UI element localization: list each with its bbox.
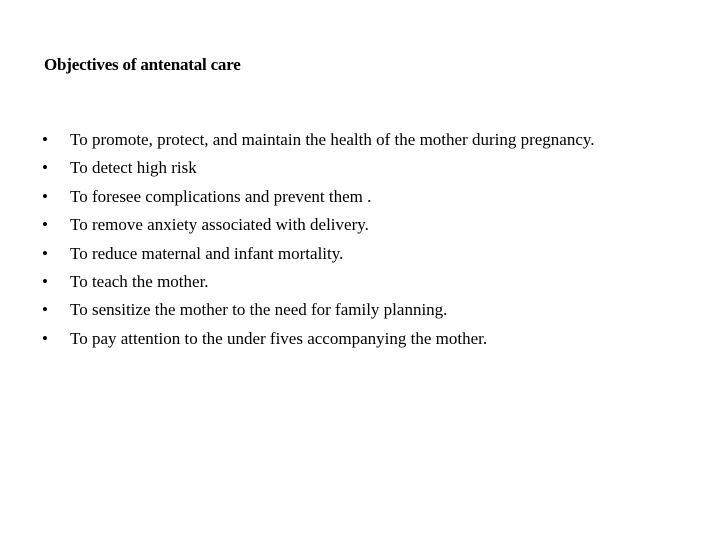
- bullet-icon: •: [42, 215, 48, 235]
- list-item: [42, 128, 674, 152]
- bullet-icon: •: [42, 300, 48, 320]
- list-item-text: To reduce maternal and infant mortality.: [70, 243, 344, 263]
- list-item: [42, 270, 674, 294]
- list-item: [42, 213, 674, 237]
- list-item: [42, 327, 674, 351]
- list-item-text: To promote, protect, and maintain the health of the mother during pregnancy.: [70, 130, 595, 149]
- list-item-text: To detect high risk: [70, 158, 197, 178]
- slide-title: Objectives of antenatal care: [44, 55, 241, 74]
- bullet-icon: •: [42, 271, 48, 291]
- list-item-text: To pay attention to the under fives accompanying the mother.: [70, 328, 488, 348]
- objectives-list: [42, 128, 674, 355]
- list-item: [42, 298, 674, 322]
- bullet-icon: •: [42, 243, 48, 263]
- bullet-icon: •: [42, 328, 48, 348]
- list-item: [42, 242, 674, 266]
- bullet-icon: •: [42, 186, 48, 206]
- list-item: [42, 185, 674, 209]
- list-item-text: To foresee complications and prevent them .: [70, 186, 372, 206]
- list-item-text: To teach the mother.: [70, 271, 209, 291]
- list-item: [42, 156, 674, 180]
- bullet-icon: •: [42, 130, 48, 149]
- bullet-icon: •: [42, 158, 48, 178]
- list-item-text: To remove anxiety associated with delivery.: [70, 215, 369, 235]
- list-item-text: To sensitize the mother to the need for family planning.: [70, 300, 448, 320]
